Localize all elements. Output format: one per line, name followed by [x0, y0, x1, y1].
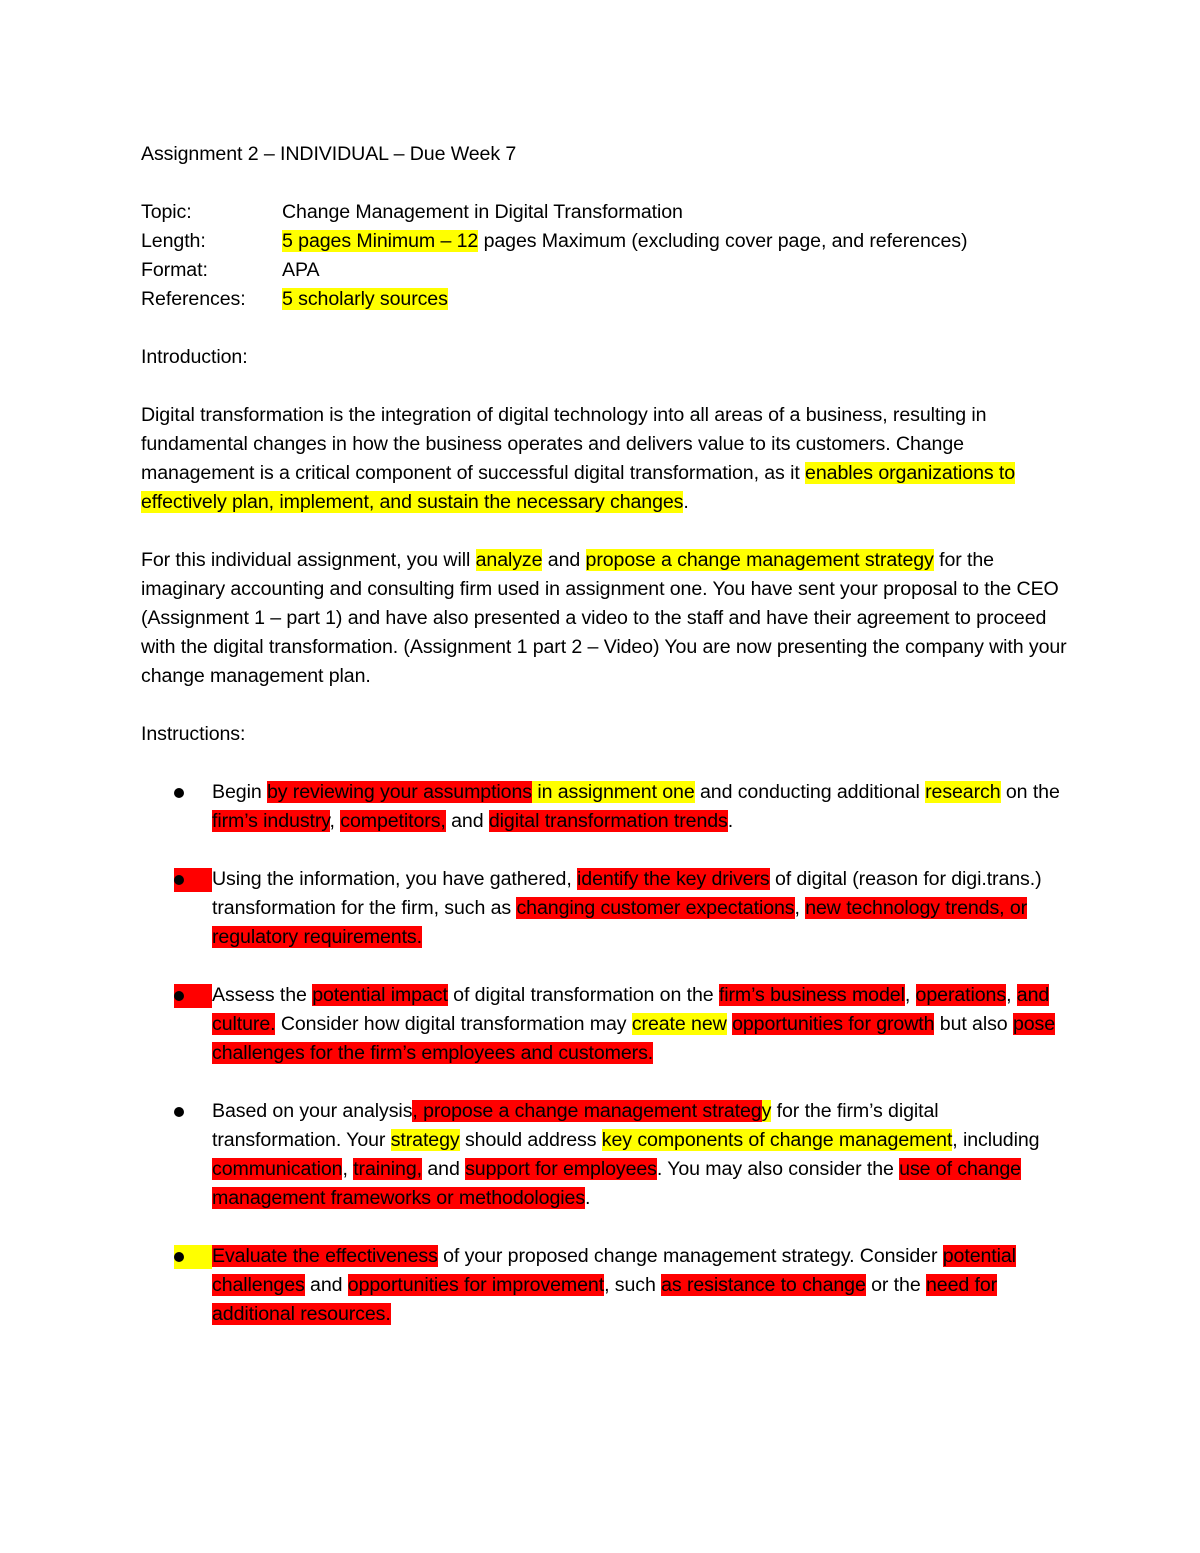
- red-highlighted-text: opportunities for improvement: [347, 1274, 605, 1296]
- text-run: for the imaginary accounting and consulting firm used in assignment one. You have sent your proposal to the CEO (Assignment 1 – part 1) and have also presented a video to the staff and have their agreement to proceed with the digital transformation. (Assignment 1 part 2 – Video) You are now presenting the company with your change management plan.: [141, 549, 1067, 687]
- instruction-item: [141, 865, 1071, 952]
- length-value: [282, 227, 967, 256]
- instruction-text: [212, 1100, 1039, 1209]
- references-value: [282, 285, 967, 314]
- introduction-heading: Introduction:: [141, 346, 248, 368]
- bullet-dot-icon: [174, 1107, 184, 1117]
- red-highlighted-text: changing customer expectations: [516, 897, 795, 919]
- text-run: , including: [952, 1129, 1040, 1151]
- text-run: , such: [604, 1274, 662, 1296]
- text-run: but also: [934, 1013, 1013, 1035]
- references-label: References:: [141, 288, 246, 310]
- text-run: .: [683, 491, 689, 513]
- text-run: for the firm’s digital transformation. Your: [212, 1100, 939, 1151]
- red-highlighted-text: potential impact: [312, 984, 448, 1006]
- intro-paragraph-2: [141, 546, 1071, 691]
- yellow-highlighted-text: analyze: [475, 549, 543, 571]
- references-highlight: 5 scholarly sources: [282, 288, 448, 310]
- instruction-item: [141, 1242, 1071, 1329]
- yellow-highlighted-text: strategy: [390, 1129, 460, 1151]
- length-highlight: 5 pages Minimum – 12: [282, 230, 479, 252]
- instruction-text: [212, 1245, 1016, 1325]
- red-highlighted-text: training,: [353, 1158, 422, 1180]
- text-run: and conducting additional: [694, 781, 926, 803]
- length-row: [141, 227, 967, 256]
- text-run: ,: [904, 984, 916, 1006]
- instruction-item: [141, 1097, 1071, 1213]
- format-row: [141, 256, 967, 285]
- red-highlighted-text: firm’s industry: [212, 810, 330, 832]
- red-highlighted-text: Evaluate the effectiveness: [212, 1245, 438, 1267]
- text-run: Assess the: [212, 984, 313, 1006]
- text-run: Based on your analysis: [212, 1100, 413, 1122]
- format-label: Format:: [141, 259, 208, 281]
- text-run: .: [727, 810, 734, 832]
- text-run: Consider how digital transformation may: [275, 1013, 632, 1035]
- intro-paragraph-1: [141, 401, 1071, 517]
- text-run: of your proposed change management strategy. Consider: [437, 1245, 943, 1267]
- red-highlighted-text: firm’s business model: [718, 984, 905, 1006]
- text-run: and: [304, 1274, 348, 1296]
- red-highlighted-text: , propose a change management strateg: [412, 1100, 762, 1122]
- bullet-dot-icon: [174, 875, 184, 885]
- yellow-highlighted-text: create new: [631, 1013, 727, 1035]
- red-highlighted-text: pose challenges for the firm’s employees and customers.: [212, 1013, 1056, 1064]
- red-highlighted-text: new technology trends, or regulatory requirements.: [212, 897, 1028, 948]
- text-run: .: [585, 1187, 591, 1209]
- document-body: [141, 140, 1071, 1358]
- topic-row: [141, 198, 967, 227]
- text-run: and: [542, 549, 586, 571]
- yellow-highlighted-text: in assignment one: [531, 781, 695, 803]
- text-run: ,: [794, 897, 806, 919]
- instruction-text: [212, 781, 1060, 832]
- text-run: should address: [459, 1129, 602, 1151]
- red-highlighted-text: competitors,: [340, 810, 446, 832]
- yellow-highlighted-text: propose a change management strategy: [585, 549, 934, 571]
- text-run: of digital transformation on the: [447, 984, 719, 1006]
- text-run: on the: [1000, 781, 1060, 803]
- red-highlighted-text: opportunities for growth: [732, 1013, 935, 1035]
- yellow-highlighted-text: y: [761, 1100, 772, 1122]
- bullet-dot-icon: [174, 788, 184, 798]
- topic-label: Topic:: [141, 201, 192, 223]
- text-run: Begin: [212, 781, 267, 803]
- instruction-item: [141, 778, 1071, 836]
- text-run: and: [422, 1158, 466, 1180]
- red-highlighted-text: digital transformation trends: [488, 810, 728, 832]
- assignment-details: [141, 198, 967, 314]
- yellow-highlighted-text: key components of change management: [601, 1129, 953, 1151]
- yellow-highlighted-text: research: [925, 781, 1001, 803]
- assignment-title: Assignment 2 – INDIVIDUAL – Due Week 7: [141, 143, 517, 165]
- red-highlighted-text: identify the key drivers: [577, 868, 770, 890]
- references-row: [141, 285, 967, 314]
- instruction-text: [212, 868, 1042, 948]
- bullet-dot-icon: [174, 991, 184, 1001]
- red-highlighted-text: by reviewing your assumptions: [266, 781, 532, 803]
- red-highlighted-text: and culture.: [212, 984, 1050, 1035]
- bullet-dot-icon: [174, 1252, 184, 1262]
- format-value: APA: [282, 259, 320, 281]
- red-highlighted-text: operations: [915, 984, 1007, 1006]
- red-highlighted-text: use of change management frameworks or methodologies: [212, 1158, 1021, 1209]
- text-run: or the: [865, 1274, 926, 1296]
- red-highlighted-text: potential challenges: [212, 1245, 1016, 1296]
- length-label: Length:: [141, 230, 206, 252]
- text-run: ,: [342, 1158, 354, 1180]
- text-run: . You may also consider the: [656, 1158, 900, 1180]
- text-run: For this individual assignment, you will: [141, 549, 476, 571]
- text-run: and: [445, 810, 489, 832]
- instruction-text: [212, 984, 1055, 1064]
- text-run: ,: [1006, 984, 1017, 1006]
- text-run: Using the information, you have gathered,: [212, 868, 578, 890]
- instructions-heading: Instructions:: [141, 723, 246, 745]
- red-highlighted-text: need for additional resources.: [212, 1274, 998, 1325]
- red-highlighted-text: support for employees: [465, 1158, 657, 1180]
- instruction-item: [141, 981, 1071, 1068]
- text-run: ,: [329, 810, 341, 832]
- red-highlighted-text: as resistance to change: [661, 1274, 866, 1296]
- instructions-list: [141, 778, 1071, 1329]
- topic-value: Change Management in Digital Transformation: [282, 201, 683, 223]
- red-highlighted-text: communication: [212, 1158, 343, 1180]
- length-rest: pages Maximum (excluding cover page, and references): [478, 230, 968, 252]
- text-run: Digital transformation is the integration of digital technology into all areas of a business, resulting in fundamental changes in how the business operates and delivers value to its customers. Change management is a critical component of successful digital transformation, as it: [141, 404, 987, 484]
- text-run: of digital (reason for digi.trans.) transformation for the firm, such as: [212, 868, 1042, 919]
- yellow-highlighted-text: enables organizations to effectively plan, implement, and sustain the necessary changes: [141, 462, 1016, 513]
